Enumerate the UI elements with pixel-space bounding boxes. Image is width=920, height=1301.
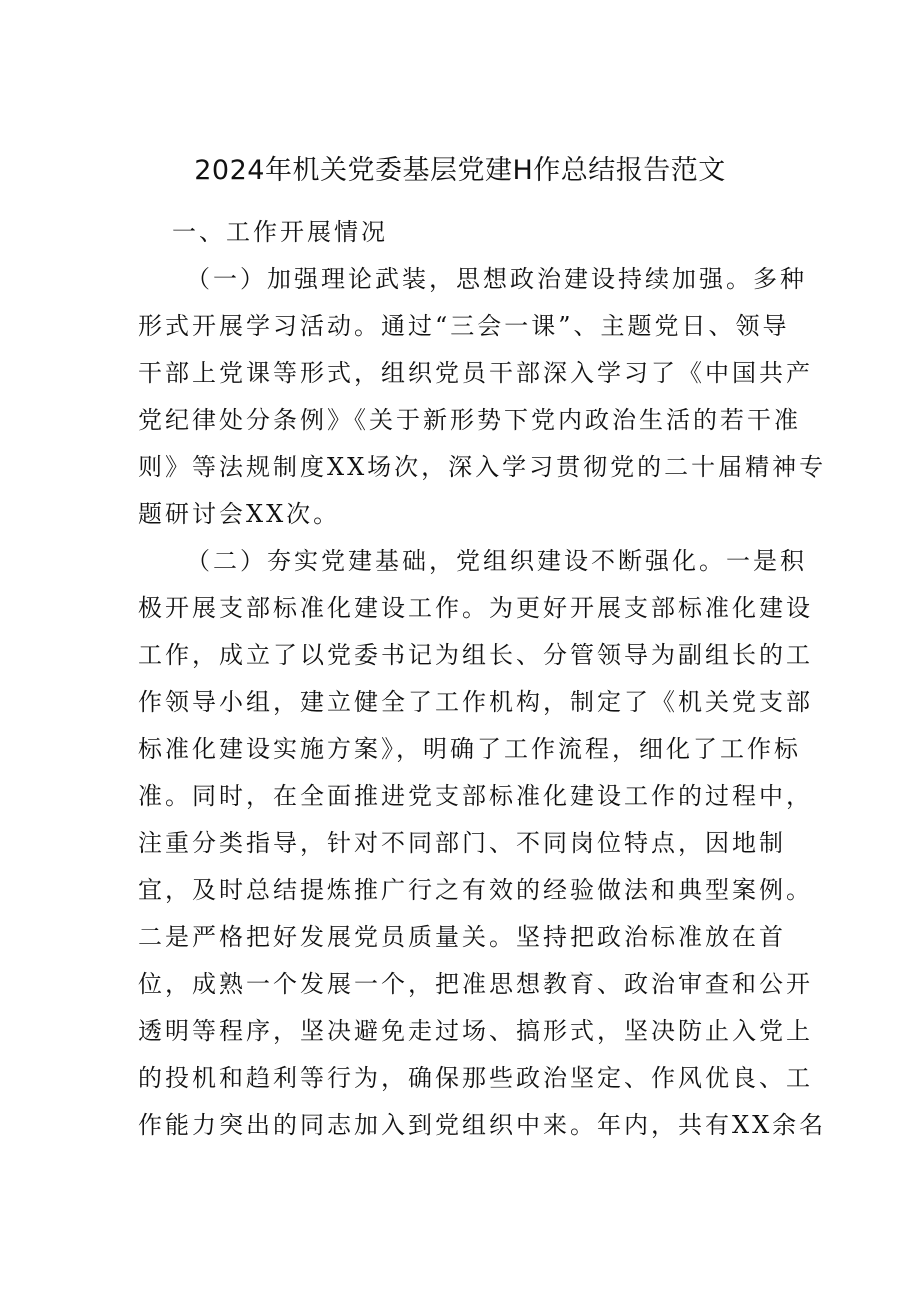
paragraph-line: 工作，成立了以党委书记为组长、分管领导为副组长的工 (138, 641, 813, 669)
paragraph-line: 注重分类指导，针对不同部门、不同岗位特点，因地制 (138, 829, 786, 857)
document-title: 2024年机关党委基层党建H作总结报告范文 (194, 155, 726, 186)
paragraph-line: 党纪律处分条例》《关于新形势下党内政治生活的若干准 (138, 406, 801, 434)
paragraph-line: （一）加强理论武装，思想政治建设持续加强。多种 (186, 265, 807, 293)
paragraph-line: 准。同时，在全面推进党支部标准化建设工作的过程中， (138, 782, 813, 810)
paragraph-line: 位，成熟一个发展一个，把准思想教育、政治审查和公开 (138, 970, 813, 998)
paragraph-line: 作能力突出的同志加入到党组织中来。年内，共有XX余名 (138, 1111, 827, 1139)
paragraph-line: 形式开展学习活动。通过“三会一课”、主题党日、领导 (138, 312, 790, 340)
paragraph-line: 则》等法规制度XX场次，深入学习贯彻党的二十届精神专 (138, 453, 827, 481)
paragraph-line: 的投机和趋利等行为，确保那些政治坚定、作风优良、工 (138, 1064, 813, 1092)
paragraph-line: 作领导小组，建立健全了工作机构，制定了《机关党支部 (138, 688, 813, 716)
paragraph-line: 标准化建设实施方案》，明确了工作流程，细化了工作标 (138, 735, 801, 763)
paragraph-line: 透明等程序，坚决避免走过场、搞形式，坚决防止入党上 (138, 1017, 813, 1045)
document-body (138, 209, 827, 1149)
paragraph-line: 二是严格把好发展党员质量关。坚持把政治标准放在首 (138, 923, 786, 951)
paragraph-line: 干部上党课等形式，组织党员干部深入学习了《中国共产 (138, 359, 813, 387)
paragraph-line: （二）夯实党建基础，党组织建设不断强化。一是积 (186, 547, 807, 575)
paragraph-line: 极开展支部标准化建设工作。为更好开展支部标准化建设 (138, 594, 813, 622)
section-heading: 一、工作开展情况 (172, 218, 388, 246)
paragraph-line: 宜，及时总结提炼推广行之有效的经验做法和典型案例。 (138, 876, 813, 904)
paragraph-line: 题研讨会XX次。 (138, 500, 341, 528)
